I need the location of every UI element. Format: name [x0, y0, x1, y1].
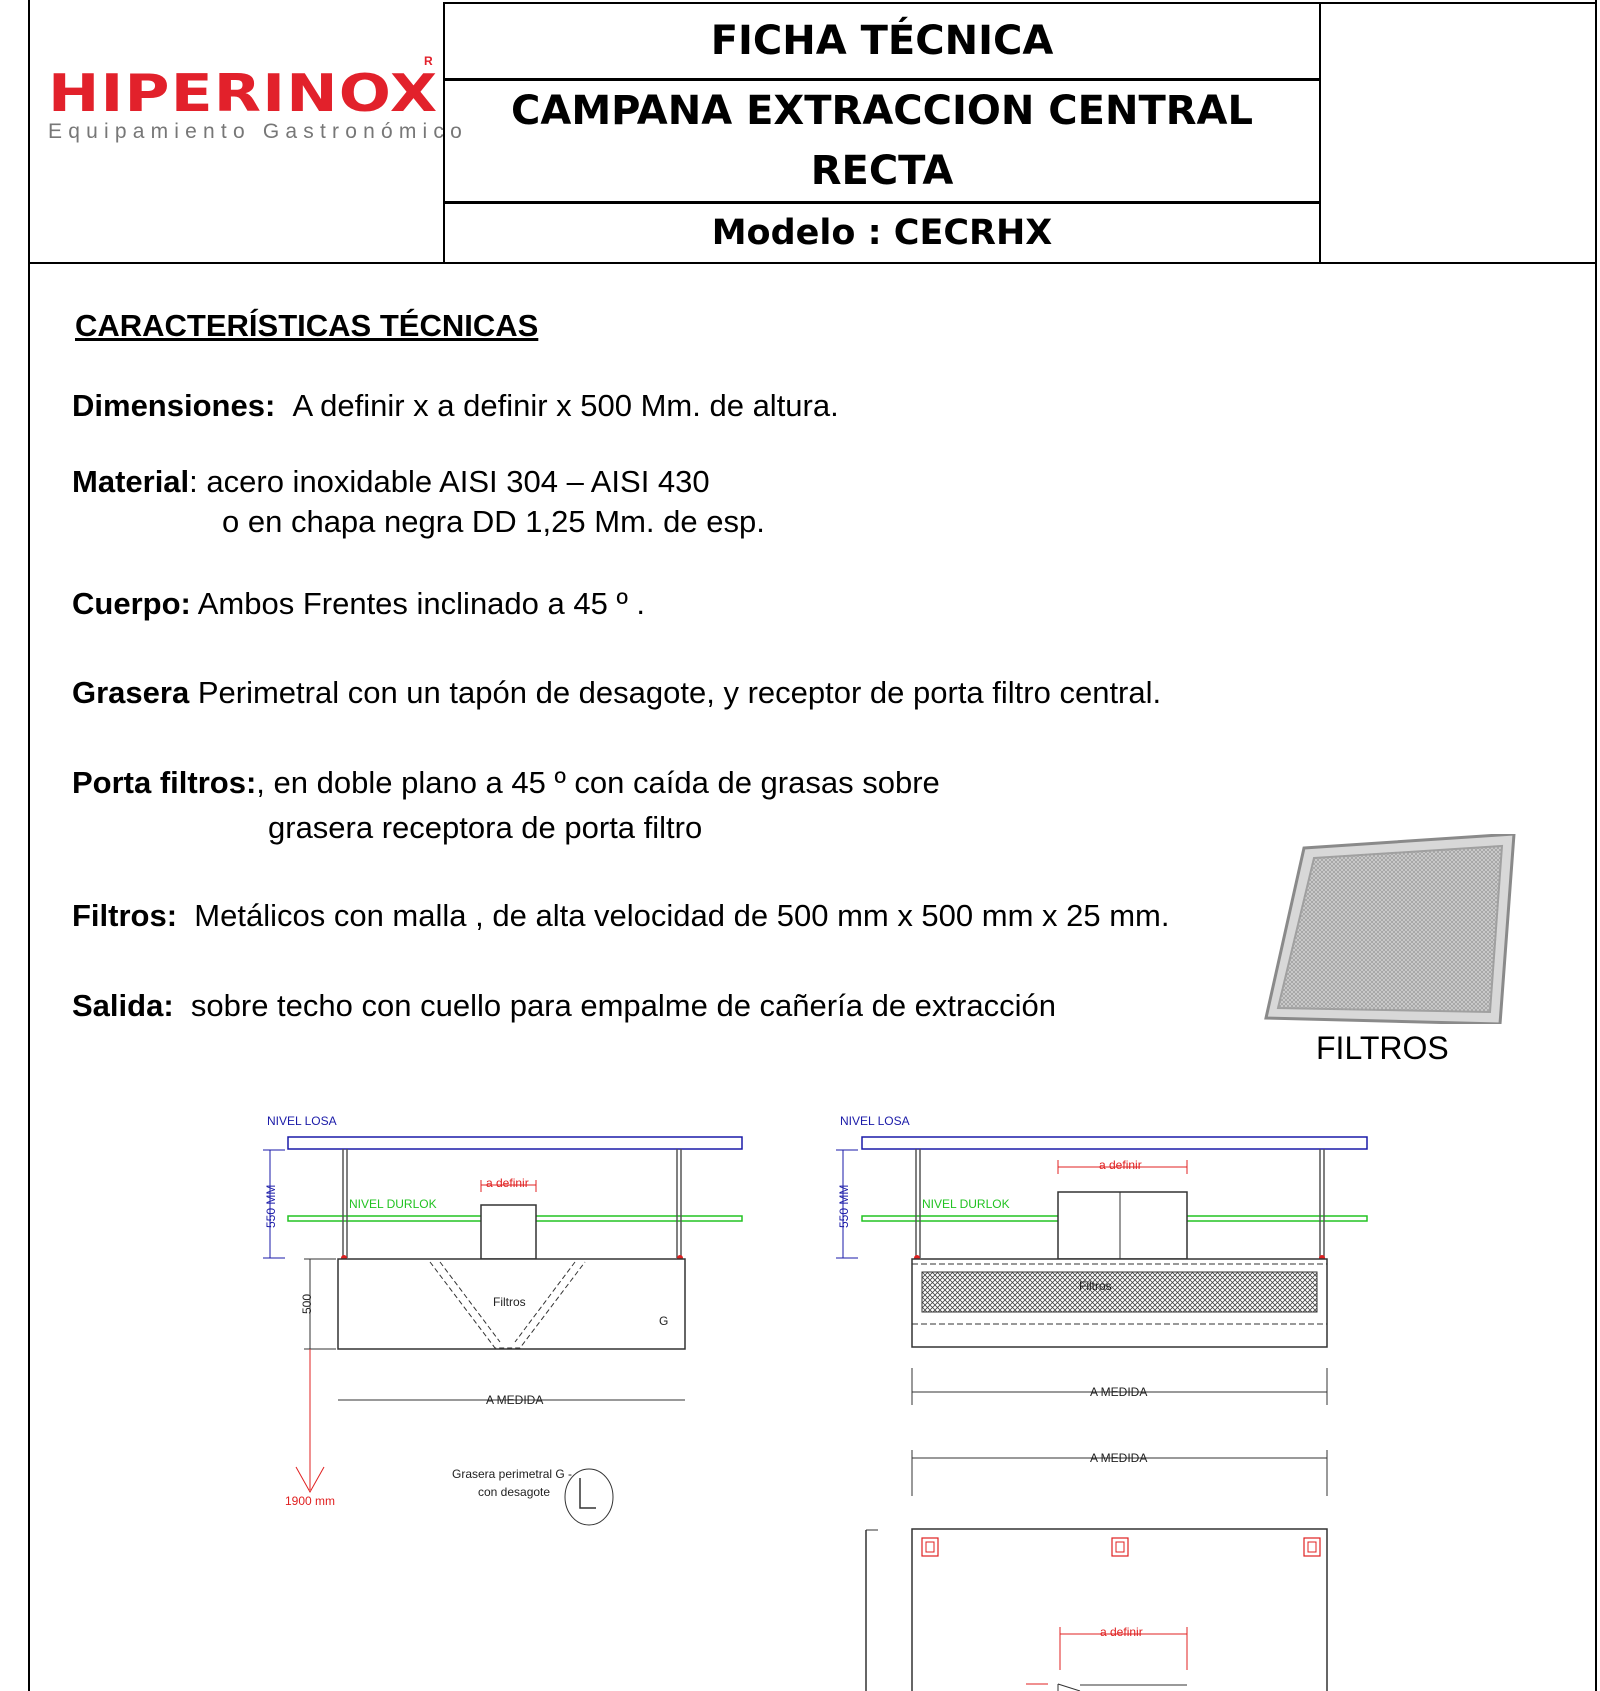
- a-definir-label: a definir: [1099, 1158, 1142, 1172]
- exhaust-collar: [1058, 1192, 1187, 1259]
- dim-550-label: 550 MM: [264, 1184, 278, 1228]
- a-medida-label-2: A MEDIDA: [1090, 1451, 1148, 1465]
- doc-type-title: FICHA TÉCNICA: [445, 4, 1319, 81]
- a-definir-plan-label: a definir: [1100, 1625, 1143, 1639]
- front-view-drawing: [836, 1114, 1367, 1691]
- nivel-durlok-label: NIVEL DURLOK: [922, 1197, 1010, 1211]
- product-title-line2: RECTA: [810, 148, 954, 194]
- spec-portafiltros-cont: grasera receptora de porta filtro: [268, 810, 703, 845]
- slab-outline: [288, 1137, 742, 1149]
- product-title-line1: CAMPANA EXTRACCION CENTRAL: [511, 88, 1253, 134]
- slab-outline: [862, 1137, 1367, 1149]
- filter-bank: [922, 1272, 1317, 1312]
- spec-label: Cuerpo:: [72, 586, 191, 621]
- spec-label: Salida:: [72, 988, 174, 1023]
- filter-caption: FILTROS: [1316, 1030, 1449, 1066]
- grasera-note-line2: con desagote: [478, 1485, 551, 1499]
- brand-logo: HIPERINOX: [48, 64, 439, 124]
- model-title: Modelo : CECRHX: [445, 204, 1319, 264]
- dim-500-label: 500: [300, 1293, 314, 1314]
- brand-tagline: Equipamiento Gastronómico: [48, 120, 468, 143]
- g-label: G: [659, 1314, 669, 1328]
- spec-label: Material: [72, 464, 190, 499]
- filtros-label: Filtros: [493, 1295, 526, 1309]
- dim-550-label: 550 MM: [837, 1184, 851, 1228]
- grasera-note-line1: Grasera perimetral G -: [452, 1467, 573, 1481]
- spec-value: Perimetral con un tapón de desagote, y receptor de porta filtro central.: [197, 675, 1162, 710]
- side-view-drawing: [263, 1114, 742, 1525]
- a-medida-label-1: A MEDIDA: [1090, 1385, 1148, 1399]
- a-medida-label: A MEDIDA: [486, 1393, 544, 1407]
- registered-mark: R: [424, 54, 433, 68]
- spec-value: A definir x a definir x 500 Mm. de altura.: [292, 388, 839, 423]
- nivel-losa-label: NIVEL LOSA: [267, 1114, 337, 1128]
- spec-value: Metálicos con malla , de alta velocidad de 500 mm x 500 mm x 25 mm.: [194, 898, 1170, 933]
- spec-value: , en doble plano a 45 º con caída de grasas sobre: [256, 765, 940, 800]
- filtros-label: Filtros: [1079, 1279, 1112, 1293]
- nivel-durlok-label: NIVEL DURLOK: [349, 1197, 437, 1211]
- spec-label: Dimensiones:: [72, 388, 276, 423]
- section-title: CARACTERÍSTICAS TÉCNICAS: [75, 308, 539, 343]
- plan-outline: [912, 1529, 1327, 1691]
- a-definir-label: a definir: [486, 1176, 529, 1190]
- exhaust-collar: [481, 1205, 536, 1259]
- spec-value: sobre techo con cuello para empalme de cañería de extracción: [190, 988, 1056, 1023]
- spec-value: : acero inoxidable AISI 304 – AISI 430: [189, 464, 710, 499]
- spec-label: Grasera: [72, 675, 190, 710]
- nivel-losa-label: NIVEL LOSA: [840, 1114, 910, 1128]
- spec-label: Porta filtros:: [72, 765, 257, 800]
- spec-label: Filtros:: [72, 898, 178, 933]
- spec-material-cont: o en chapa negra DD 1,25 Mm. de esp.: [222, 504, 765, 539]
- spec-value: Ambos Frentes inclinado a 45 º .: [197, 586, 646, 621]
- dim-1900-label: 1900 mm: [285, 1494, 336, 1508]
